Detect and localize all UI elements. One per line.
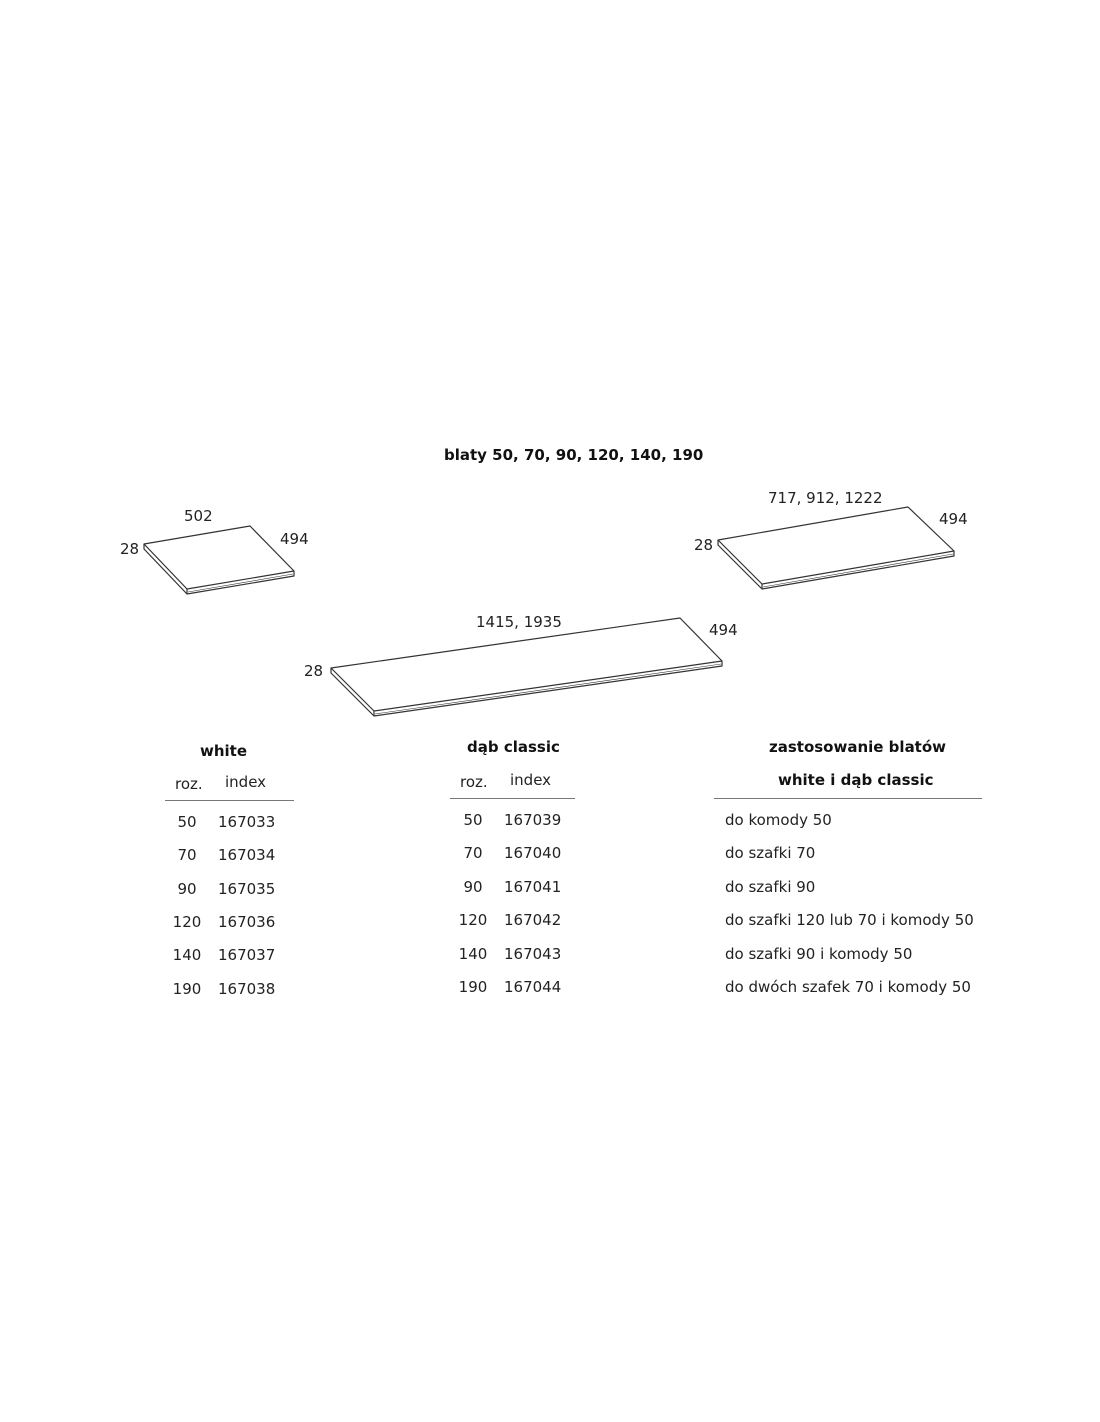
white-row-index: 167036 [218, 913, 276, 931]
usage-row: do komody 50 [725, 811, 832, 829]
oak-row-size: 140 [458, 945, 488, 963]
oak-col-size: roz. [460, 773, 488, 791]
oak-table-title: dąb classic [467, 738, 560, 756]
white-row-size: 140 [172, 946, 202, 964]
white-row-index: 167033 [218, 813, 276, 831]
board-medium [718, 507, 954, 589]
usage-table-rule [714, 798, 982, 799]
white-row-size: 90 [177, 880, 197, 898]
white-row-size: 50 [177, 813, 197, 831]
oak-row-size: 70 [463, 844, 483, 862]
medium-board-thickness: 28 [694, 536, 714, 554]
board-small [144, 526, 294, 594]
white-row-index: 167037 [218, 946, 276, 964]
oak-row-index: 167041 [504, 878, 562, 896]
usage-title-line1: zastosowanie blatów [769, 738, 947, 756]
usage-row: do dwóch szafek 70 i komody 50 [725, 978, 971, 996]
usage-row: do szafki 70 [725, 844, 816, 862]
white-row-index: 167038 [218, 980, 276, 998]
oak-table-rule [450, 798, 575, 799]
white-row-index: 167034 [218, 846, 276, 864]
diagram-title: blaty 50, 70, 90, 120, 140, 190 [444, 446, 704, 464]
white-row-size: 190 [172, 980, 202, 998]
medium-board-depth: 494 [939, 510, 968, 528]
board-large [331, 618, 722, 716]
medium-board-width: 717, 912, 1222 [768, 489, 883, 507]
usage-row: do szafki 90 [725, 878, 816, 896]
white-row-size: 120 [172, 913, 202, 931]
large-board-width: 1415, 1935 [476, 613, 562, 631]
oak-col-index: index [510, 771, 552, 789]
small-board-depth: 494 [280, 530, 309, 548]
white-table-rule [165, 800, 294, 801]
white-row-index: 167035 [218, 880, 276, 898]
oak-row-size: 50 [463, 811, 483, 829]
white-row-size: 70 [177, 846, 197, 864]
oak-row-index: 167043 [504, 945, 562, 963]
small-board-thickness: 28 [120, 540, 140, 558]
oak-row-index: 167040 [504, 844, 562, 862]
oak-row-index: 167039 [504, 811, 562, 829]
oak-row-index: 167042 [504, 911, 562, 929]
oak-row-size: 190 [458, 978, 488, 996]
oak-row-size: 90 [463, 878, 483, 896]
white-col-index: index [225, 773, 267, 791]
usage-row: do szafki 90 i komody 50 [725, 945, 913, 963]
white-table-title: white [200, 742, 248, 760]
large-board-depth: 494 [709, 621, 738, 639]
white-col-size: roz. [175, 775, 203, 793]
usage-row: do szafki 120 lub 70 i komody 50 [725, 911, 974, 929]
small-board-width: 502 [184, 507, 213, 525]
oak-row-index: 167044 [504, 978, 562, 996]
oak-row-size: 120 [458, 911, 488, 929]
large-board-thickness: 28 [304, 662, 324, 680]
usage-title-line2: white i dąb classic [778, 771, 934, 789]
